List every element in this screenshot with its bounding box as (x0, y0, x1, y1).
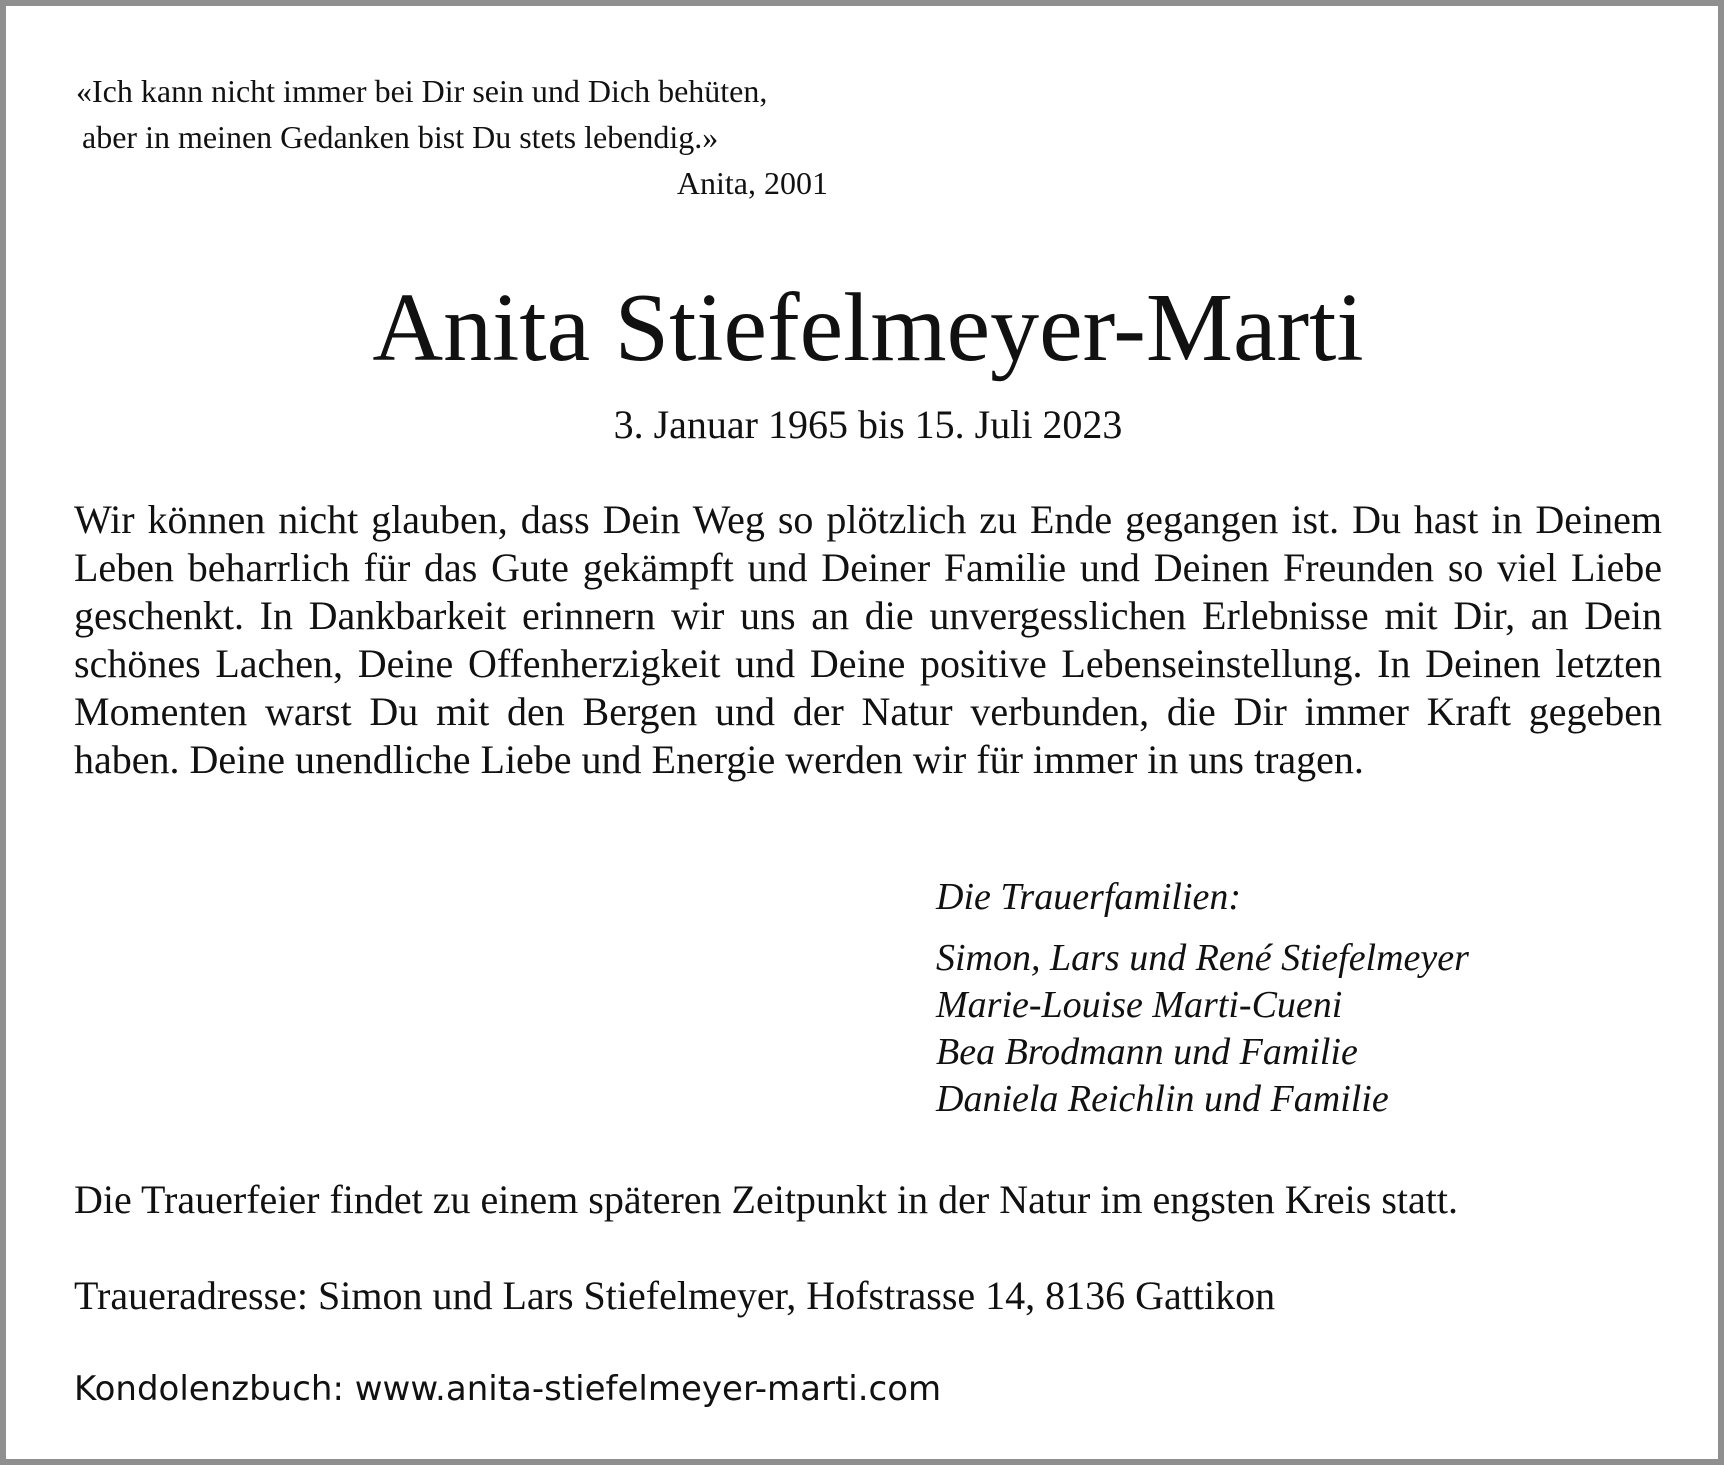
motto-quote (76, 68, 836, 206)
mourning-families (936, 874, 1696, 1123)
motto-line-2: aber in meinen Gedanken bist Du stets lebendig.» (82, 119, 719, 155)
tribute-text: Wir können nicht glauben, dass Dein Weg so plötzlich zu Ende gegangen ist. Du hast in Deinem Leben beharrlich für das Gute gekämpft und Deiner Familie und Deinen Freunden so viel Liebe geschenkt. In Dankbarkeit erinnern wir uns an die unvergesslichen Erlebnisse mit Dir, an Dein schönes Lachen, Deine Offenherzigkeit und Deine positive Lebenseinstellung. In Deinen letzten Momenten warst Du mit den Bergen und der Natur verbunden, die Dir immer Kraft gegeben haben. Deine unendliche Liebe und Energie werden wir für immer in uns tragen. (74, 497, 1662, 782)
family-heading: Die Trauerfamilien: (936, 876, 1242, 918)
motto-line-1: «Ich kann nicht immer bei Dir sein und Dich behüten, (76, 73, 768, 109)
condolence-url[interactable]: www.anita-stiefelmeyer-marti.com (354, 1369, 942, 1409)
motto-attribution: Anita, 2001 (676, 165, 828, 201)
condolence-label: Kondolenzbuch: (74, 1369, 344, 1409)
condolence-book (74, 1365, 1694, 1413)
family-member: Simon, Lars und René Stiefelmeyer (936, 937, 1469, 979)
deceased-name: Anita Stiefelmeyer-Marti (372, 274, 1364, 382)
mourning-address: Traueradresse: Simon und Lars Stiefelmeyer, Hofstrasse 14, 8136 Gattikon (74, 1273, 1276, 1318)
life-dates: 3. Januar 1965 bis 15. Juli 2023 (613, 402, 1123, 447)
family-member: Bea Brodmann und Familie (936, 1031, 1358, 1073)
family-member: Marie-Louise Marti-Cueni (936, 984, 1343, 1026)
family-member: Daniela Reichlin und Familie (936, 1078, 1389, 1120)
ceremony-notice: Die Trauerfeier findet zu einem späteren Zeitpunkt in der Natur im engsten Kreis statt. (74, 1177, 1459, 1222)
